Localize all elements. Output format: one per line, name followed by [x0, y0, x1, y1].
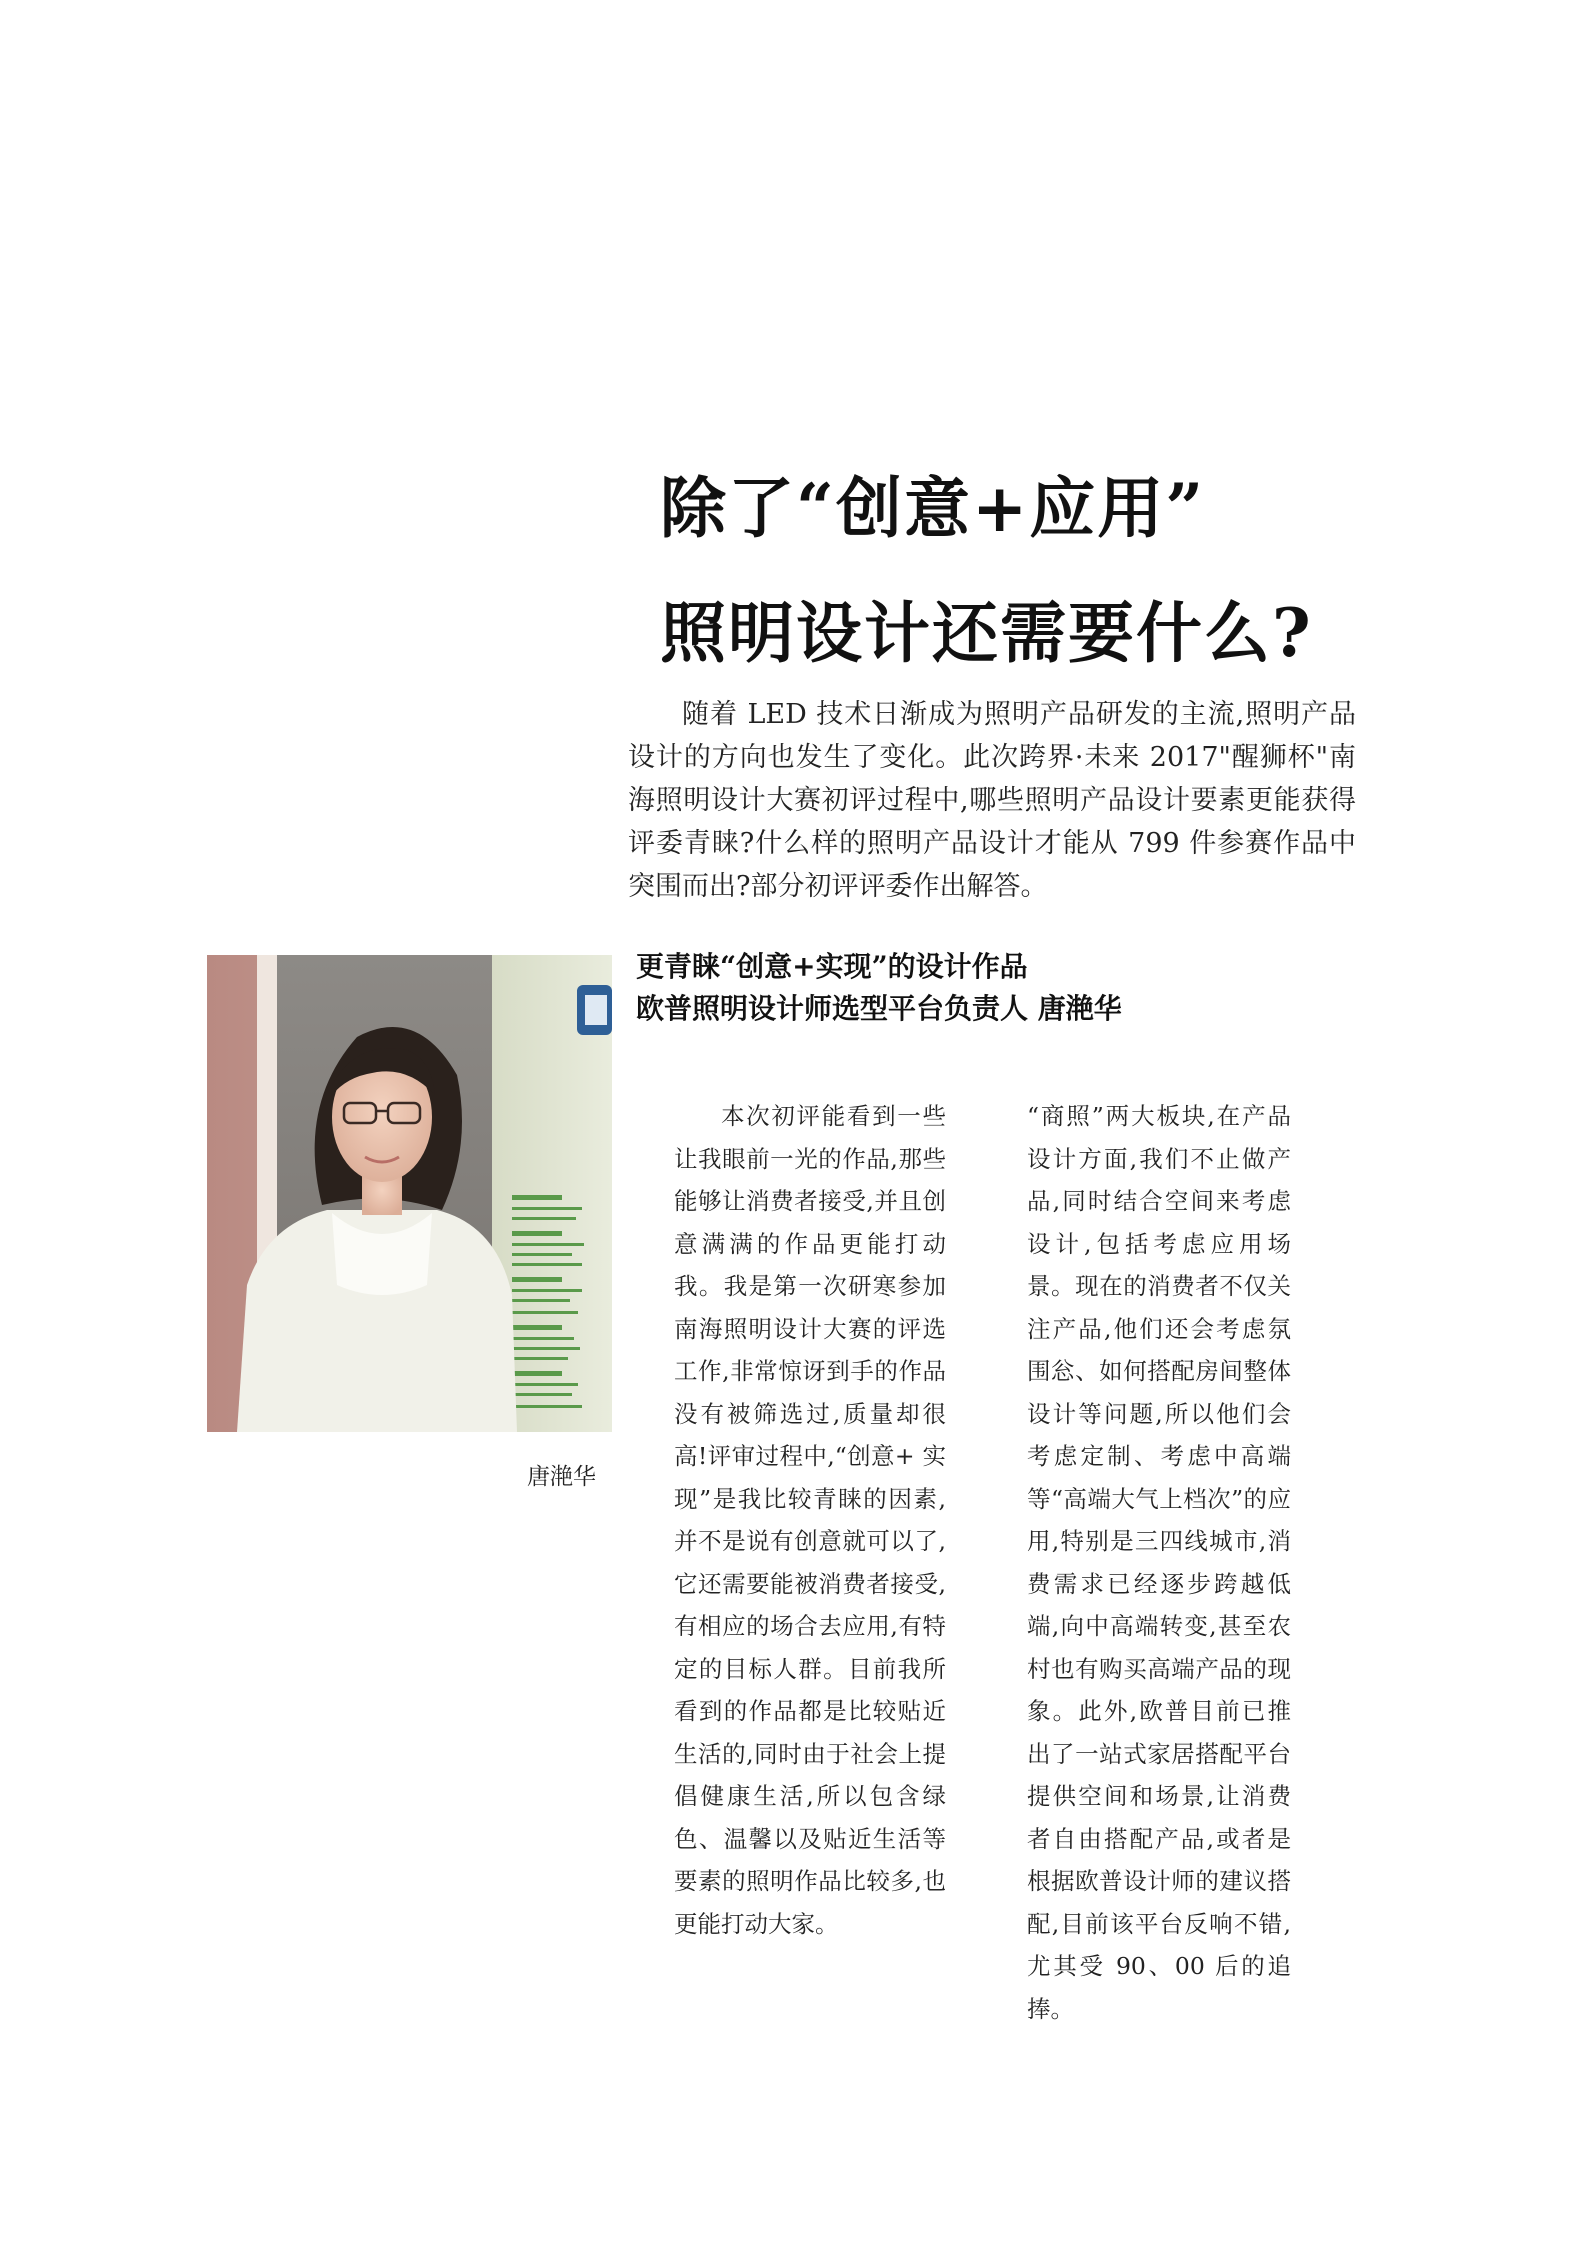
article-title-line-2: 照明设计还需要什么? [660, 594, 1313, 672]
portrait-photo [207, 955, 612, 1432]
article-title-line-1: 除了“创意+应用” [660, 469, 1206, 547]
photo-caption: 唐滟华 [527, 1464, 596, 1490]
section-byline: 欧普照明设计师选型平台负责人 唐滟华 [636, 992, 1122, 1025]
article-intro: 随着 LED 技术日渐成为照明产品研发的主流,照明产品设计的方向也发生了变化。此次跨界·未来 2017"醒狮杯"南海照明设计大赛初评过程中,哪些照明产品设计要素更能获得评委青睐?什么样的照明产品设计才能从 799 件参赛作品中突围而出?部分初评评委作出解答。 [628, 699, 1356, 902]
section-heading: 更青睐“创意+实现”的设计作品 [636, 950, 1028, 983]
article-column-2: “商照”两大板块,在产品设计方面,我们不止做产品,同时结合空间来考虑设计,包括考虑应用场景。现在的消费者不仅关注产品,他们还会考虑氛围忩、如何搭配房间整体设计等问题,所以他们会考虑定制、考虑中高端等“高端大气上档次”的应用,特别是三四线城市,消费需求已经逐步跨越低端,向中高端转变,甚至农村也有购买高端产品的现象。此外,欧普目前已推出了一站式家居搭配平台提供空间和场景,让消费者自由搭配产品,或者是根据欧普设计师的建议搭配,目前该平台反响不错,尤其受 90、00 后的追捧。 [1027, 1102, 1291, 2023]
article-column-1: 本次初评能看到一些让我眼前一光的作品,那些能够让消费者接受,并且创意满满的作品更能打动我。我是第一次研寒参加南海照明设计大赛的评选工作,非常惊讶到手的作品没有被筛选过,质量却很高!评审过程中,“创意+ 实现”是我比较青睐的因素,并不是说有创意就可以了,它还需要能被消费者接受,有相应的场合去应用,有特定的目标人群。目前我所看到的作品都是比较贴近生活的,同时由于社会上提倡健康生活,所以包含绿色、温馨以及贴近生活等要素的照明作品比较多,也更能打动大家。 [674, 1102, 946, 1938]
